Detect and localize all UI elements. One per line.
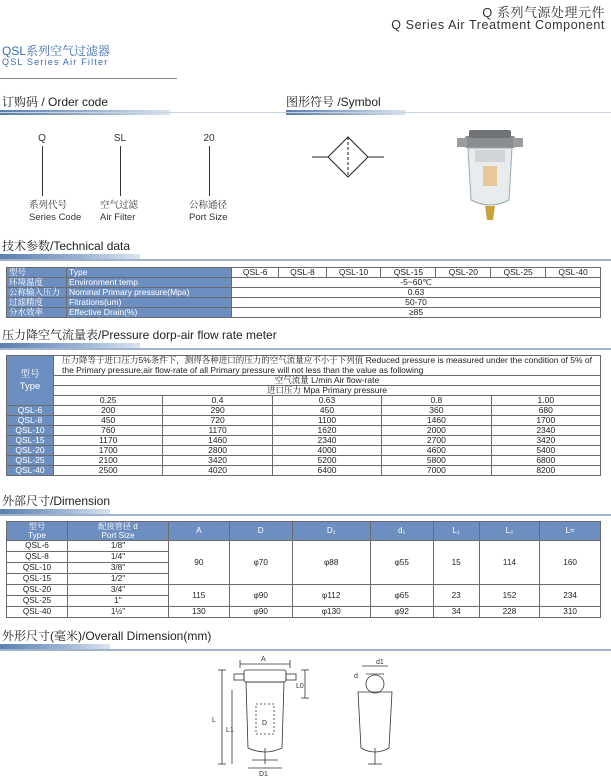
table-row <box>7 426 601 436</box>
flow-value: 1700 <box>54 446 163 456</box>
dim-value: φ90 <box>229 607 292 618</box>
table-row <box>7 585 601 596</box>
flow-rate-table <box>6 355 601 476</box>
pressure-value: 1.00 <box>491 396 600 406</box>
flow-type-header <box>7 356 54 406</box>
flow-model: QSL-20 <box>7 446 54 456</box>
flow-value: 360 <box>382 406 491 416</box>
dim-value: 34 <box>433 607 479 618</box>
flow-value: 3420 <box>491 436 600 446</box>
dim-col-header: D <box>229 522 292 541</box>
order-label-port-en: Port Size <box>189 212 228 223</box>
dim-port: 3/8" <box>68 563 169 574</box>
flow-note: 压力降等于进口压力5%条件下，测得各种进口的压力的空气流量应不小于下列值 Reduced pressure is measured under the condition of 5% of the Primary pressure,air flow-rate of all Primary pressure will not less than the value as following <box>54 356 601 376</box>
tech-label-cn: 环境温度 <box>7 278 67 288</box>
tech-model: QSL-25 <box>491 268 546 278</box>
flow-value: 2700 <box>382 436 491 446</box>
flow-value: 200 <box>54 406 163 416</box>
order-code-heading: 订购码 / Order code <box>2 95 109 109</box>
flow-value: 2500 <box>54 466 163 476</box>
dim-value: 114 <box>479 541 540 585</box>
order-code-line <box>42 146 43 196</box>
tech-label-en: Nominal Primary pressure(Mpa) <box>67 288 232 298</box>
flow-value: 680 <box>491 406 600 416</box>
tech-label-en: Type <box>67 268 232 278</box>
flow-model: QSL-15 <box>7 436 54 446</box>
dim-value: 130 <box>169 607 230 618</box>
dim-type-header <box>7 522 68 541</box>
dim-col-header: d₁ <box>370 522 433 541</box>
dim-label-small-d1: d1 <box>376 659 384 666</box>
dim-model: QSL-8 <box>7 552 68 563</box>
dim-label-small-d: d <box>354 673 358 680</box>
table-row <box>7 288 601 298</box>
flow-value: 1620 <box>272 426 381 436</box>
tech-model: QSL-6 <box>232 268 279 278</box>
flow-model: QSL-25 <box>7 456 54 466</box>
table-row <box>7 416 601 426</box>
pressure-label: 进口压力 Mpa Primary pressure <box>54 386 601 396</box>
order-label-port-cn: 公称通径 <box>189 200 228 211</box>
table-row <box>7 541 601 552</box>
flow-value: 1700 <box>491 416 600 426</box>
product-title-en: QSL Series Air Filter <box>2 57 109 67</box>
dim-value: φ112 <box>292 585 370 607</box>
flow-label: 空气流量 L/min Air flow-rate <box>54 376 601 386</box>
tech-heading: 技术参数/Technical data <box>2 239 131 253</box>
tech-label-cn: 过滤精度 <box>7 298 67 308</box>
table-row <box>7 376 601 386</box>
table-row <box>7 278 601 288</box>
dim-value: φ70 <box>229 541 292 585</box>
flow-value: 5400 <box>491 446 600 456</box>
flow-value: 4600 <box>382 446 491 456</box>
order-label-port <box>189 200 228 224</box>
flow-value: 4000 <box>272 446 381 456</box>
flow-value: 3420 <box>163 456 272 466</box>
dim-type-cn: 型号 <box>28 522 46 531</box>
table-row <box>7 386 601 396</box>
dimension-heading: 外部尺寸/Dimension <box>2 494 111 508</box>
table-row <box>7 466 601 476</box>
flow-type-en: Type <box>19 380 41 392</box>
order-divider <box>0 112 611 113</box>
flow-value: 760 <box>54 426 163 436</box>
table-row <box>7 522 601 541</box>
flow-value: 1460 <box>382 416 491 426</box>
flow-value: 720 <box>163 416 272 426</box>
dim-model: QSL-20 <box>7 585 68 596</box>
dim-label-l0: L0 <box>296 683 304 690</box>
dim-model: QSL-6 <box>7 541 68 552</box>
table-row <box>7 298 601 308</box>
dim-value: φ65 <box>370 585 433 607</box>
flow-value: 4020 <box>163 466 272 476</box>
flow-value: 2100 <box>54 456 163 466</box>
dim-value: 23 <box>433 585 479 607</box>
dim-col-header: A <box>169 522 230 541</box>
dim-port: 1½" <box>68 607 169 618</box>
flow-model: QSL-8 <box>7 416 54 426</box>
dim-col-header: L₂ <box>479 522 540 541</box>
pressure-value: 0.25 <box>54 396 163 406</box>
tech-value: 0.63 <box>232 288 601 298</box>
dim-model: QSL-25 <box>7 596 68 607</box>
order-label-series-en: Series Code <box>29 212 82 223</box>
flow-value: 7000 <box>382 466 491 476</box>
dim-col-header: D₁ <box>292 522 370 541</box>
dim-value: 310 <box>540 607 601 618</box>
dim-model: QSL-40 <box>7 607 68 618</box>
tech-value: ≥85 <box>232 308 601 318</box>
flow-value: 2340 <box>272 436 381 446</box>
title-divider <box>0 78 177 79</box>
dim-port: 1/4" <box>68 552 169 563</box>
tech-label-en: Environment temp <box>67 278 232 288</box>
pressure-value: 0.63 <box>272 396 381 406</box>
dim-label-l1: L1 <box>226 727 234 734</box>
order-code-q: Q <box>38 133 46 144</box>
flow-value: 6800 <box>491 456 600 466</box>
dim-label-d1: D1 <box>259 771 268 777</box>
flow-value: 1170 <box>54 436 163 446</box>
flow-divider <box>0 348 611 350</box>
dim-type-en: Type <box>28 531 46 540</box>
flow-value: 8200 <box>491 466 600 476</box>
flow-value: 450 <box>272 406 381 416</box>
table-row <box>7 268 601 278</box>
flow-model: QSL-6 <box>7 406 54 416</box>
dim-value: 234 <box>540 585 601 607</box>
dim-model: QSL-10 <box>7 563 68 574</box>
dim-value: 90 <box>169 541 230 585</box>
dim-value: 228 <box>479 607 540 618</box>
flow-value: 2800 <box>163 446 272 456</box>
dim-port: 3/4" <box>68 585 169 596</box>
flow-model: QSL-40 <box>7 466 54 476</box>
table-row <box>7 436 601 446</box>
order-label-filter-en: Air Filter <box>100 212 136 223</box>
dim-value: φ92 <box>370 607 433 618</box>
table-row <box>7 396 601 406</box>
flow-value: 1100 <box>272 416 381 426</box>
dim-value: 15 <box>433 541 479 585</box>
order-label-series-cn: 系列代号 <box>29 200 68 211</box>
overall-divider <box>0 649 611 651</box>
dimension-divider <box>0 514 611 516</box>
dim-port: 1" <box>68 596 169 607</box>
technical-data-table <box>6 267 601 318</box>
filter-symbol-icon <box>312 133 384 183</box>
dim-value: 152 <box>479 585 540 607</box>
header-title-en: Q Series Air Treatment Component <box>391 18 605 32</box>
tech-model: QSL-40 <box>546 268 601 278</box>
tech-model: QSL-20 <box>436 268 491 278</box>
product-title-cn: QSL系列空气过滤器 <box>2 44 111 58</box>
tech-label-cn: 分水效率 <box>7 308 67 318</box>
dim-col-header: L≈ <box>540 522 601 541</box>
dim-port: 1/8" <box>68 541 169 552</box>
overall-heading: 外形尺寸(毫米)/Overall Dimension(mm) <box>2 629 212 643</box>
flow-value: 5800 <box>382 456 491 466</box>
tech-model: QSL-10 <box>326 268 381 278</box>
tech-divider <box>0 259 611 261</box>
pressure-value: 0.4 <box>163 396 272 406</box>
order-label-series <box>29 200 81 224</box>
dim-label-l: L <box>212 717 216 724</box>
dim-label-d: D <box>262 720 268 727</box>
flow-heading: 压力降空气流量表/Pressure dorp-air flow rate meter <box>2 328 277 342</box>
dim-value: 115 <box>169 585 230 607</box>
dimension-table <box>6 521 601 618</box>
order-code-sl: SL <box>113 133 127 144</box>
flow-value: 1460 <box>163 436 272 446</box>
symbol-heading: 图形符号 /Symbol <box>286 95 381 109</box>
tech-value: -5~60℃ <box>232 278 601 288</box>
tech-label-en: Effective Drain(%) <box>67 308 232 318</box>
order-code-line <box>209 146 210 196</box>
flow-value: 5200 <box>272 456 381 466</box>
flow-type-cn: 型号 <box>20 368 40 380</box>
flow-value: 290 <box>163 406 272 416</box>
tech-label-cn: 型号 <box>7 268 67 278</box>
flow-value: 2000 <box>382 426 491 436</box>
dim-model: QSL-15 <box>7 574 68 585</box>
flow-value: 1170 <box>163 426 272 436</box>
dim-port-en: Port Size <box>101 531 135 540</box>
dim-value: φ90 <box>229 585 292 607</box>
tech-model: QSL-8 <box>279 268 326 278</box>
dim-value: 160 <box>540 541 601 585</box>
order-code-line <box>120 146 121 196</box>
dim-label-a: A <box>261 656 266 663</box>
order-label-filter-cn: 空气过滤 <box>100 200 139 211</box>
order-label-filter <box>100 200 138 224</box>
overall-dimension-drawing <box>200 652 410 777</box>
flow-value: 2340 <box>491 426 600 436</box>
flow-value: 450 <box>54 416 163 426</box>
table-row <box>7 308 601 318</box>
tech-value: 50-70 <box>232 298 601 308</box>
flow-value: 6400 <box>272 466 381 476</box>
header-title-cn: Q 系列气源处理元件 <box>482 5 605 20</box>
tech-label-en: Fitrations(um) <box>67 298 232 308</box>
dim-col-header: L₁ <box>433 522 479 541</box>
dim-port-cn: 配接管径 d <box>98 522 138 531</box>
tech-label-cn: 公称输入压力 <box>7 288 67 298</box>
table-row <box>7 607 601 618</box>
flow-model: QSL-10 <box>7 426 54 436</box>
dim-value: φ55 <box>370 541 433 585</box>
table-row <box>7 406 601 416</box>
table-row <box>7 456 601 466</box>
table-row <box>7 446 601 456</box>
dim-port: 1/2" <box>68 574 169 585</box>
dim-port-header <box>68 522 169 541</box>
dim-value: φ130 <box>292 607 370 618</box>
order-code-20: 20 <box>203 133 215 144</box>
dim-value: φ88 <box>292 541 370 585</box>
pressure-value: 0.8 <box>382 396 491 406</box>
filter-product-image <box>455 128 525 233</box>
tech-model: QSL-15 <box>381 268 436 278</box>
table-row <box>7 356 601 376</box>
